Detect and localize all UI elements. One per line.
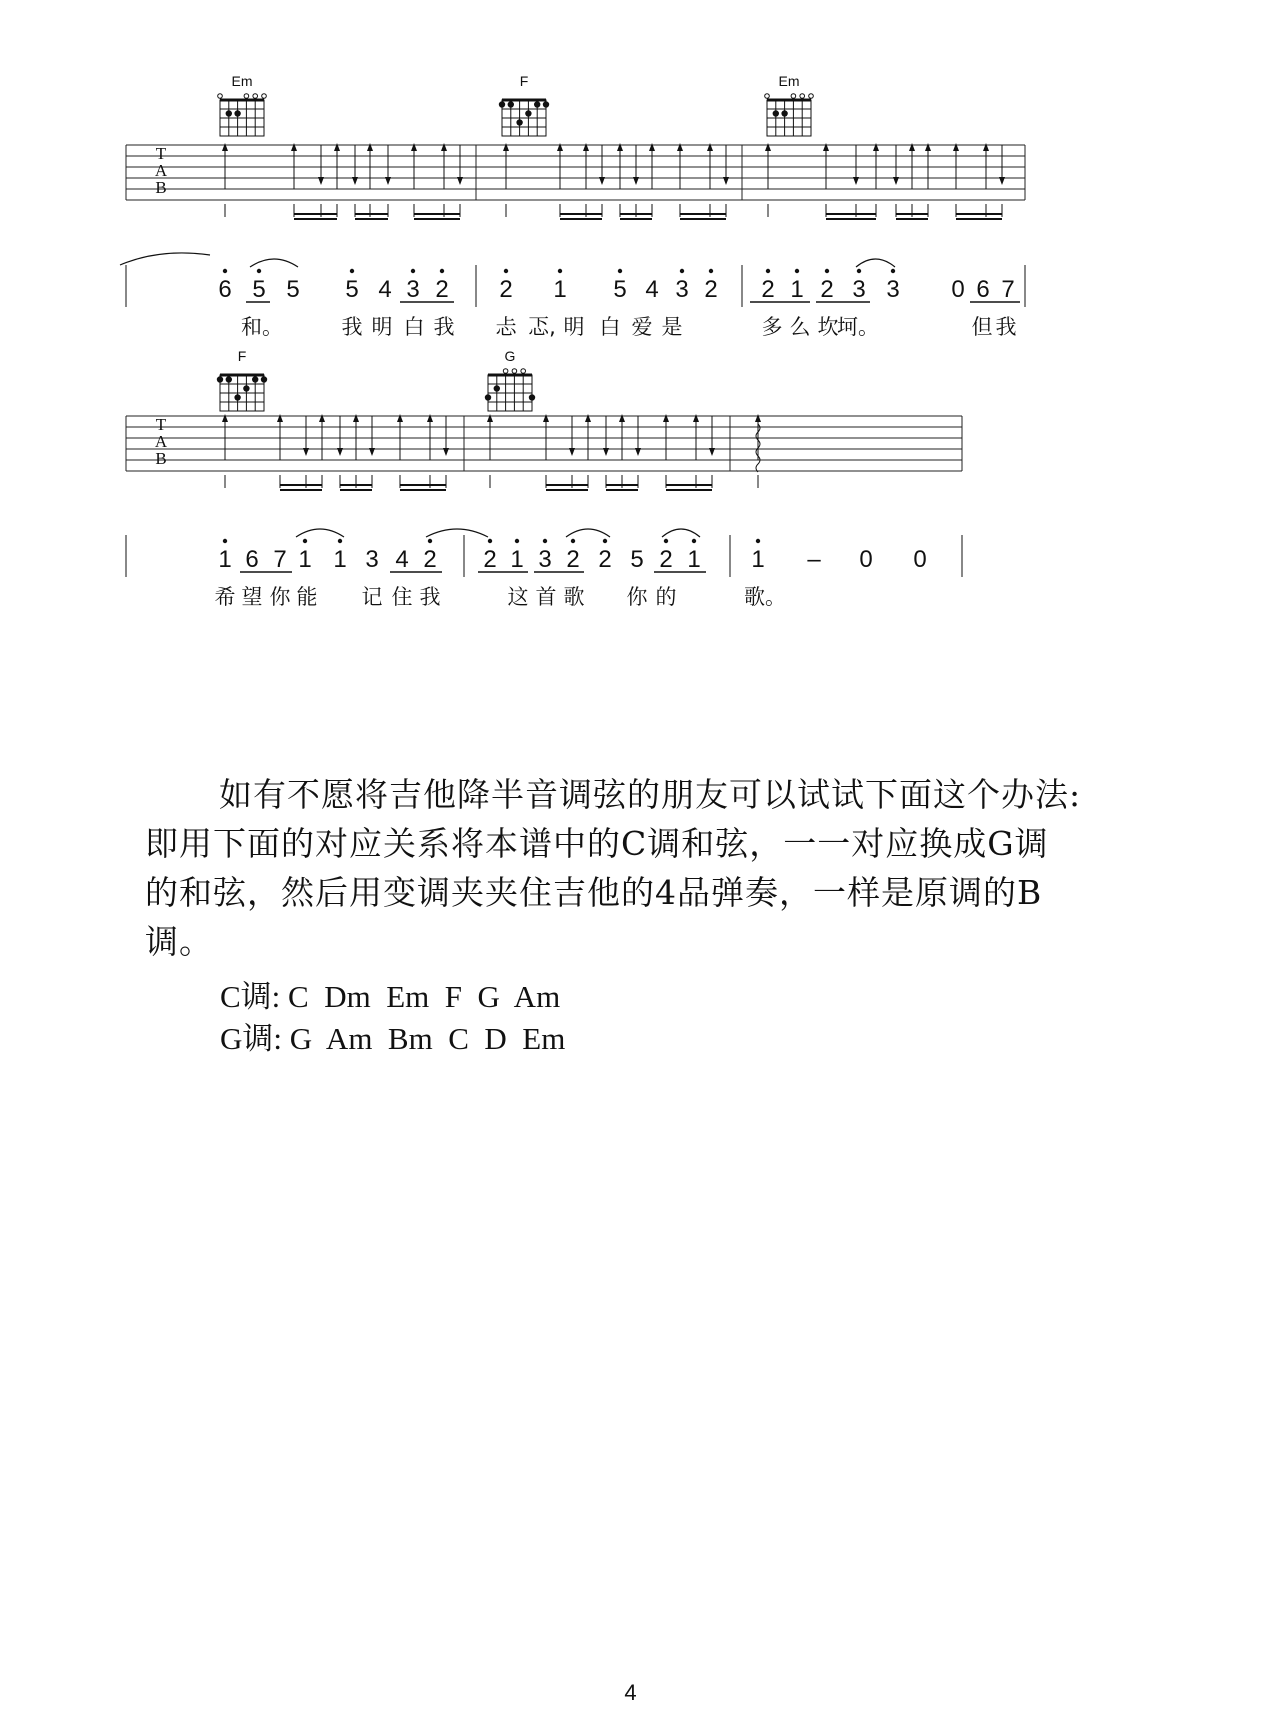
tab-staff-system-2	[126, 414, 962, 490]
tab-clef-letter: A	[154, 432, 168, 451]
strum-down-arrow	[999, 177, 1005, 185]
lyric-char: 爱	[631, 315, 653, 339]
open-string-mark	[503, 369, 508, 374]
lyric-char: 和。	[241, 315, 283, 339]
lyric-char: 住	[391, 585, 413, 609]
open-string-mark	[253, 94, 258, 99]
lyric-char: 能	[296, 585, 318, 609]
strum-down-arrow	[443, 448, 449, 456]
finger-dot	[226, 376, 232, 382]
open-string-mark	[791, 94, 796, 99]
lyric-char: 是	[661, 315, 683, 339]
octave-dot	[680, 269, 684, 273]
lyric-char: 我	[433, 315, 455, 339]
jianpu-note: 6	[245, 546, 259, 573]
octave-dot	[440, 269, 444, 273]
finger-dot	[485, 394, 491, 400]
jianpu-note: 2	[598, 546, 612, 573]
strum-up-arrow	[557, 143, 563, 151]
strum-up-arrow	[222, 414, 228, 422]
jianpu-note: 1	[298, 546, 312, 573]
octave-dot	[543, 539, 547, 543]
strum-up-arrow	[649, 143, 655, 151]
strum-up-arrow	[487, 414, 493, 422]
strum-up-arrow	[909, 143, 915, 151]
lyric-char: 歌	[563, 585, 585, 609]
octave-dot	[618, 269, 622, 273]
finger-dot	[781, 110, 787, 116]
strum-up-arrow	[765, 143, 771, 151]
strum-down-arrow	[318, 177, 324, 185]
jianpu-line-system-2	[126, 529, 962, 609]
strum-up-arrow	[983, 143, 989, 151]
jianpu-note: 1	[687, 546, 701, 573]
jianpu-note: 7	[273, 546, 287, 573]
octave-dot	[891, 269, 895, 273]
chord-diagram	[217, 348, 267, 411]
jianpu-note: 2	[435, 276, 449, 303]
tab-staff-system-1	[126, 143, 1025, 219]
jianpu-note: 2	[566, 546, 580, 573]
lyric-char: 记	[361, 585, 383, 609]
octave-dot	[709, 269, 713, 273]
jianpu-note: 5	[630, 546, 644, 573]
open-string-mark	[218, 94, 223, 99]
chord-name: Em	[778, 73, 800, 89]
octave-dot	[428, 539, 432, 543]
strum-up-arrow	[583, 143, 589, 151]
octave-dot	[223, 269, 227, 273]
strum-down-arrow	[709, 448, 715, 456]
strum-down-arrow	[723, 177, 729, 185]
chord-diagram	[218, 73, 267, 136]
strum-up-arrow	[319, 414, 325, 422]
strum-up-arrow	[953, 143, 959, 151]
strum-up-arrow	[755, 414, 761, 422]
jianpu-note: 2	[499, 276, 513, 303]
jianpu-note: 3	[675, 276, 689, 303]
jianpu-note: 6	[976, 276, 990, 303]
strum-down-arrow	[303, 448, 309, 456]
lyric-char: 但	[971, 315, 993, 339]
jianpu-note: 5	[252, 276, 266, 303]
strum-down-arrow	[603, 448, 609, 456]
strum-up-arrow	[222, 143, 228, 151]
open-string-mark	[521, 369, 526, 374]
paragraph-line-1	[145, 770, 1125, 819]
octave-dot	[338, 539, 342, 543]
lyric-char: 坎	[817, 315, 839, 339]
strum-up-arrow	[441, 143, 447, 151]
octave-dot	[504, 269, 508, 273]
finger-dot	[516, 119, 522, 125]
octave-dot	[664, 539, 668, 543]
octave-dot	[257, 269, 261, 273]
lyric-char: 白	[403, 315, 425, 339]
jianpu-note: 5	[613, 276, 627, 303]
lyric-char: 么	[789, 315, 811, 339]
capo-instruction-paragraph	[145, 770, 1125, 966]
strum-down-arrow	[457, 177, 463, 185]
finger-dot	[234, 110, 240, 116]
jianpu-note: 2	[761, 276, 775, 303]
strum-up-arrow	[503, 143, 509, 151]
jianpu-note: 5	[286, 276, 300, 303]
tab-clef-letter: T	[155, 144, 167, 163]
strum-up-arrow	[334, 143, 340, 151]
strum-up-arrow	[677, 143, 683, 151]
octave-dot	[558, 269, 562, 273]
strum-down-arrow	[385, 177, 391, 185]
lyric-char: 首	[535, 585, 557, 609]
jianpu-note: 4	[378, 276, 392, 303]
lyric-char: 忑,	[528, 315, 556, 339]
strum-down-arrow	[352, 177, 358, 185]
strum-down-arrow	[599, 177, 605, 185]
strum-up-arrow	[367, 143, 373, 151]
open-string-mark	[512, 369, 517, 374]
tie-slur	[120, 253, 210, 265]
lyric-char: 你	[269, 585, 291, 609]
strum-down-arrow	[893, 177, 899, 185]
jianpu-note: 1	[333, 546, 347, 573]
paragraph-line-4: 调。	[145, 922, 213, 961]
chord-diagrams-system-2	[217, 348, 535, 411]
strum-down-arrow	[633, 177, 639, 185]
octave-dot	[411, 269, 415, 273]
strum-up-arrow	[693, 414, 699, 422]
strum-up-arrow	[397, 414, 403, 422]
strum-down-arrow	[569, 448, 575, 456]
finger-dot	[226, 110, 232, 116]
open-string-mark	[800, 94, 805, 99]
strum-up-arrow	[411, 143, 417, 151]
jianpu-note: 1	[790, 276, 804, 303]
chord-name: Em	[231, 73, 253, 89]
lyric-char: 希	[214, 585, 236, 609]
finger-dot	[543, 101, 549, 107]
strum-up-arrow	[353, 414, 359, 422]
strum-up-arrow	[619, 414, 625, 422]
chord-name: G	[504, 348, 516, 364]
strum-up-arrow	[873, 143, 879, 151]
octave-dot	[488, 539, 492, 543]
jianpu-note: 7	[1001, 276, 1015, 303]
tab-clef-letter: B	[155, 449, 167, 468]
tie-slur	[662, 529, 700, 537]
octave-dot	[515, 539, 519, 543]
lyric-char: 明	[371, 315, 393, 339]
finger-dot	[529, 394, 535, 400]
strum-up-arrow	[823, 143, 829, 151]
finger-dot	[508, 101, 514, 107]
lyric-char: 歌。	[744, 585, 786, 609]
open-string-mark	[809, 94, 814, 99]
finger-dot	[243, 385, 249, 391]
open-string-mark	[765, 94, 770, 99]
octave-dot	[766, 269, 770, 273]
finger-dot	[494, 385, 500, 391]
jianpu-note: 3	[852, 276, 866, 303]
lyric-char: 你	[626, 585, 648, 609]
lyric-char: 多	[761, 315, 783, 339]
page-number: 4	[624, 1680, 637, 1705]
chord-diagram	[485, 348, 535, 411]
octave-dot	[857, 269, 861, 273]
strum-up-arrow	[585, 414, 591, 422]
lyric-char: 忐	[495, 315, 517, 339]
jianpu-note: 6	[218, 276, 232, 303]
lyric-char: 望	[241, 585, 263, 609]
jianpu-line-system-1	[120, 253, 1025, 339]
finger-dot	[525, 110, 531, 116]
strum-up-arrow	[291, 143, 297, 151]
strum-up-arrow	[925, 143, 931, 151]
tie-slur	[426, 529, 488, 537]
jianpu-note: 4	[645, 276, 659, 303]
tie-slur	[566, 529, 610, 537]
jianpu-note: 1	[218, 546, 232, 573]
finger-dot	[234, 394, 240, 400]
octave-dot	[795, 269, 799, 273]
lyric-char: 白	[599, 315, 621, 339]
jianpu-note: 0	[951, 276, 965, 303]
octave-dot	[692, 539, 696, 543]
paragraph-line-1-text: 如有不愿将吉他降半音调弦的朋友可以试试下面这个办法:	[219, 775, 1082, 814]
lyric-char: 明	[563, 315, 585, 339]
jianpu-note: 1	[553, 276, 567, 303]
paragraph-line-2: 即用下面的对应关系将本谱中的C调和弦，一一对应换成G调	[145, 824, 1049, 863]
finger-dot	[252, 376, 258, 382]
tab-clef-letter: B	[155, 178, 167, 197]
paragraph-line-3: 的和弦，然后用变调夹夹住吉他的4品弹奏，一样是原调的B	[145, 873, 1043, 912]
chord-diagram	[499, 73, 549, 136]
jianpu-note: 2	[820, 276, 834, 303]
tie-slur	[296, 529, 344, 537]
finger-dot	[773, 110, 779, 116]
jianpu-note: 0	[913, 546, 927, 573]
jianpu-note: 3	[365, 546, 379, 573]
jianpu-note: –	[807, 546, 821, 573]
jianpu-note: 2	[659, 546, 673, 573]
jianpu-note: 0	[859, 546, 873, 573]
finger-dot	[499, 101, 505, 107]
octave-dot	[603, 539, 607, 543]
open-string-mark	[244, 94, 249, 99]
strum-down-arrow	[853, 177, 859, 185]
chord-name: F	[237, 348, 247, 364]
strum-up-arrow	[543, 414, 549, 422]
jianpu-note: 3	[886, 276, 900, 303]
strum-down-arrow	[635, 448, 641, 456]
open-string-mark	[262, 94, 267, 99]
finger-dot	[261, 376, 267, 382]
g-key-chord-row: G调: G Am Bm C D Em	[220, 1021, 566, 1056]
jianpu-note: 3	[538, 546, 552, 573]
lyric-char: 坷。	[837, 315, 879, 339]
chord-diagram	[765, 73, 814, 136]
strum-up-arrow	[663, 414, 669, 422]
lyric-char: 我	[995, 315, 1017, 339]
octave-dot	[571, 539, 575, 543]
jianpu-note: 1	[751, 546, 765, 573]
octave-dot	[825, 269, 829, 273]
lyric-char: 这	[507, 585, 529, 609]
tie-slur	[250, 259, 298, 267]
octave-dot	[223, 539, 227, 543]
strum-down-arrow	[369, 448, 375, 456]
strum-up-arrow	[427, 414, 433, 422]
jianpu-note: 4	[395, 546, 409, 573]
tab-clef-letter: A	[154, 161, 168, 180]
c-key-chord-row: C调: C Dm Em F G Am	[220, 979, 561, 1014]
tab-clef-letter: T	[155, 415, 167, 434]
strum-up-arrow	[277, 414, 283, 422]
strum-up-arrow	[617, 143, 623, 151]
lyric-char: 我	[419, 585, 441, 609]
jianpu-note: 1	[510, 546, 524, 573]
octave-dot	[756, 539, 760, 543]
jianpu-note: 2	[423, 546, 437, 573]
octave-dot	[350, 269, 354, 273]
strum-up-arrow	[707, 143, 713, 151]
strum-down-arrow	[337, 448, 343, 456]
jianpu-note: 3	[406, 276, 420, 303]
finger-dot	[534, 101, 540, 107]
finger-dot	[217, 376, 223, 382]
jianpu-note: 2	[704, 276, 718, 303]
chord-name: F	[519, 73, 529, 89]
lyric-char: 我	[341, 315, 363, 339]
octave-dot	[303, 539, 307, 543]
music-score	[0, 0, 1261, 680]
chord-diagrams-system-1	[218, 73, 814, 136]
tie-slur	[856, 259, 895, 267]
jianpu-note: 2	[483, 546, 497, 573]
lyric-char: 的	[655, 585, 677, 609]
jianpu-note: 5	[345, 276, 359, 303]
